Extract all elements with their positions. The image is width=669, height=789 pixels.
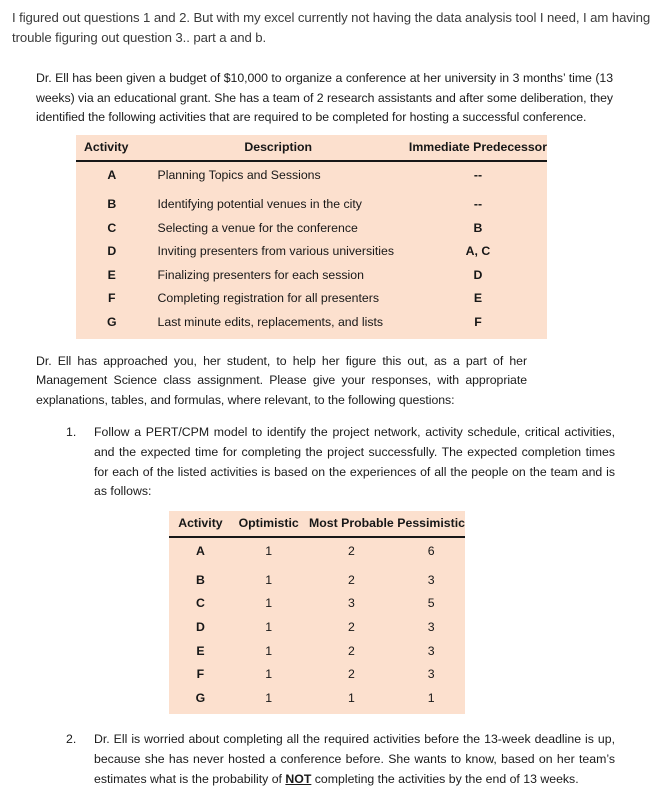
- user-note: [0, 0, 669, 47]
- question-2-text-before: Dr. Ell is worried about completing all the required activities before the 13-week deadline is up, because she has never hosted a conference before. She wants to know, based on her team’s estimates what is the probability of: [94, 732, 615, 786]
- cell-activity: E: [196, 643, 205, 658]
- cell-optimistic: 1: [265, 544, 273, 559]
- cell-most-probable: 3: [347, 596, 355, 611]
- cell-activity: G: [106, 314, 117, 329]
- time-estimates-table: [169, 511, 465, 715]
- cell-activity: F: [196, 667, 205, 682]
- cell-description: Finalizing presenters for each session: [157, 267, 364, 282]
- document-body: [0, 69, 669, 789]
- cell-most-probable: 2: [347, 572, 355, 587]
- table-row: [169, 537, 465, 569]
- question-2-emphasis: NOT: [285, 771, 312, 786]
- cell-optimistic: 1: [265, 572, 273, 587]
- table-row: [76, 264, 547, 288]
- header-description: Description: [148, 135, 409, 162]
- cell-description: Inviting presenters from various universities: [157, 244, 394, 259]
- table-row: [169, 640, 465, 664]
- cell-description: Identifying potential venues in the city: [157, 196, 362, 211]
- times-table-body: [169, 537, 465, 714]
- table-header-row: [76, 135, 547, 162]
- cell-pessimistic: 5: [427, 596, 435, 611]
- question-1-text: Follow a PERT/CPM model to identify the project network, activity schedule, critical activities, and the expected time for completing the project successfully. The expected completion times for each of the listed activities is based on the experiences of all the people on the team and is as follows:: [94, 425, 615, 499]
- table-row: [169, 663, 465, 687]
- cell-activity: C: [195, 596, 205, 611]
- cell-predecessor: B: [473, 220, 483, 235]
- cell-activity: G: [195, 690, 206, 705]
- cell-activity: B: [195, 572, 205, 587]
- table-row: [169, 569, 465, 593]
- table-row: [169, 687, 465, 715]
- table-row: [76, 217, 547, 241]
- header-activity: Activity: [169, 511, 232, 538]
- cell-pessimistic: 3: [427, 643, 435, 658]
- cell-predecessor: F: [474, 314, 482, 329]
- cell-most-probable: 2: [347, 620, 355, 635]
- cell-activity: B: [107, 196, 117, 211]
- table-row: [76, 161, 547, 193]
- cell-activity: C: [107, 220, 117, 235]
- cell-activity: D: [107, 244, 117, 259]
- cell-predecessor: D: [473, 267, 483, 282]
- activities-table-body: [76, 161, 547, 338]
- cell-pessimistic: 3: [427, 620, 435, 635]
- header-pessimistic: Pessimistic: [397, 511, 465, 538]
- header-optimistic: Optimistic: [232, 511, 306, 538]
- cell-pessimistic: 6: [427, 544, 435, 559]
- cell-optimistic: 1: [265, 643, 273, 658]
- user-note-text: I figured out questions 1 and 2. But with my excel currently not having the data analysis tool I need, I am having trouble figuring out question 3.. part a and b.: [12, 10, 651, 45]
- cell-activity: A: [195, 544, 205, 559]
- cell-predecessor: --: [473, 168, 483, 183]
- questions-list-continued: [22, 730, 647, 789]
- table-row: [76, 311, 547, 339]
- activities-table-wrapper: [22, 135, 647, 339]
- cell-description: Completing registration for all presenters: [157, 291, 379, 306]
- times-table-wrapper: [22, 511, 647, 715]
- cell-activity: D: [195, 620, 205, 635]
- cell-most-probable: 2: [347, 544, 355, 559]
- table-header-row: [169, 511, 465, 538]
- cell-activity: A: [107, 168, 117, 183]
- cell-predecessor: --: [473, 196, 483, 211]
- cell-predecessor: A, C: [465, 244, 491, 259]
- table-row: [169, 616, 465, 640]
- cell-optimistic: 1: [265, 690, 273, 705]
- activities-table: [76, 135, 547, 339]
- question-2-text-after: completing the activities by the end of 13 weeks.: [311, 771, 579, 786]
- cell-description: Last minute edits, replacements, and lists: [157, 314, 384, 329]
- table-row: [76, 240, 547, 264]
- question-item-2: [66, 730, 647, 789]
- cell-most-probable: 2: [347, 667, 355, 682]
- question-item-1: [66, 423, 647, 501]
- cell-description: Selecting a venue for the conference: [157, 220, 358, 235]
- cell-optimistic: 1: [265, 596, 273, 611]
- header-activity: Activity: [76, 135, 148, 162]
- table-row: [76, 193, 547, 217]
- approach-paragraph: Dr. Ell has approached you, her student, to help her figure this out, as a part of her Management Science class assignment. Please give your responses, with appropriate explanations, tables, and formulas, where relevant, to the following questions:: [36, 353, 527, 407]
- header-most-probable: Most Probable: [306, 511, 398, 538]
- cell-activity: E: [107, 267, 116, 282]
- cell-description: Planning Topics and Sessions: [157, 168, 321, 183]
- cell-pessimistic: 3: [427, 572, 435, 587]
- cell-optimistic: 1: [265, 667, 273, 682]
- cell-activity: F: [108, 291, 116, 306]
- cell-pessimistic: 3: [427, 667, 435, 682]
- table-row: [169, 592, 465, 616]
- cell-pessimistic: 1: [427, 690, 435, 705]
- cell-most-probable: 1: [347, 690, 355, 705]
- questions-list: [22, 423, 647, 501]
- cell-most-probable: 2: [347, 643, 355, 658]
- cell-predecessor: E: [473, 291, 483, 306]
- intro-paragraph: Dr. Ell has been given a budget of $10,000 to organize a conference at her university in 3 months’ time (13 weeks) via an educational grant. She has a team of 2 research assistants and after some deliberation, they identified the following activities that are required to be completed for hosting a successful conference.: [36, 71, 613, 125]
- header-predecessor: Immediate Predecessor: [409, 135, 547, 162]
- table-row: [76, 287, 547, 311]
- cell-optimistic: 1: [265, 620, 273, 635]
